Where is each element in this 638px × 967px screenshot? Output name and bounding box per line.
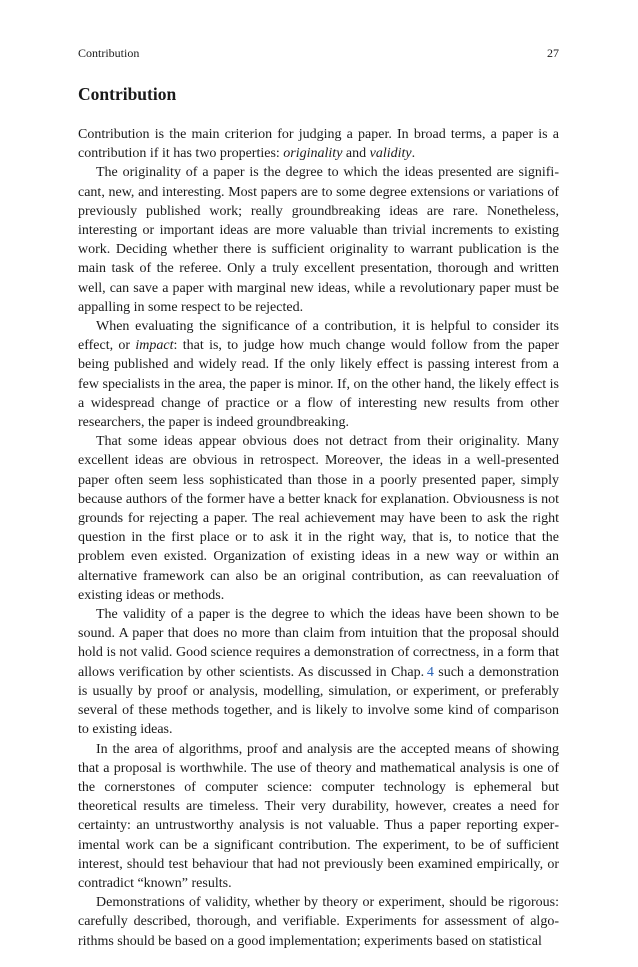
page [78, 46, 559, 951]
paragraph-5-text-b: such a demonstration is usually by proof or analysis, modelling, simulation, or experiment, or preferably several of these methods together, and is likely to involve some kind of comparison to existing ideas. [78, 664, 559, 738]
paragraph-1-text-c: . [411, 146, 416, 162]
paragraph-7: Demonstrations of validity, whether by theory or experiment, should be rigorous: carefully described, thorough, and verifiable. Experiments for assessment of algorithms should be based on a good implementation; experiments based on statistical [78, 895, 559, 949]
chapter-4-link[interactable]: 4 [426, 664, 434, 680]
section-title: Contribution [78, 84, 177, 104]
term-originality: originality [283, 146, 343, 162]
paragraph-1 [78, 125, 559, 163]
term-validity: validity [369, 146, 412, 162]
page-number: 27 [547, 46, 559, 60]
running-title: Contribution [78, 46, 140, 60]
term-impact: impact [135, 338, 174, 354]
paragraph-1-text-a: Contribution is the main criterion for judging a paper. In broad terms, a paper is a contribution if it has two properties: [78, 127, 559, 162]
paragraph-2: The originality of a paper is the degree to which the ideas presented are significant, new, and interesting. Most papers are to some degree extensions or variations of previously published work; really groundbreaking ideas are rare. Nonetheless, interesting or important ideas are more valuable than trivial increments to existing work. Deciding whether there is sufficient originality to warrant publication is the main task of the referee. Only a truly excellent presentation, thorough and written well, can save a paper with marginal new ideas, while a revolutionary paper must be appalling in some respect to be rejected. [78, 165, 559, 315]
paragraph-3-text-b: : that is, to judge how much change would follow from the paper being published and widely read. If the only likely effect is passing interest from a few specialists in the area, the paper is minor. If, on the other hand, the likely effect is a widespread change of practice or a flow of interesting new results from other researchers, the paper is indeed groundbreaking. [78, 338, 559, 431]
paragraph-5 [78, 605, 559, 739]
paragraph-5-text-a: The validity of a paper is the degree to which the ideas have been shown to be sound. A paper that does no more than claim from intuition that the proposal should hold is not valid. Good science requires a demonstration of correctness, in a form that allows verification by other scientists. As discussed in Chap. [78, 607, 559, 680]
paragraph-1-text-b: and [342, 146, 370, 162]
paragraph-3-text-a: When evaluating the significance of a contribution, it is helpful to consider its effect, or [78, 319, 559, 354]
paragraph-3 [78, 317, 559, 432]
paragraph-6: In the area of algorithms, proof and analysis are the accepted means of showing that a proposal is worthwhile. The use of theory and mathematical analysis is one of the cornerstones of computer science: computer technology is ephemeral but theoretical results are timeless. Their very durability, however, creates a need for certainty: an untrustworthy analysis is not valuable. Thus a paper reporting experimental work can be a significant contribution. The experiment, to be of sufficient interest, should test behaviour that had not previously been examined empirically, or contradict “known” results. [78, 741, 559, 891]
paragraph-4: That some ideas appear obvious does not detract from their originality. Many excellent ideas are obvious in retrospect. Moreover, the ideas in a well-presented paper often seem less sophisticated than those in a poorly presented paper, simply because authors of the former have a better knack for explanation. Obviousness is not grounds for rejecting a paper. The real achievement may have been to ask the right question in the first place or to ask it in the right way, that is, to notice that the problem even existed. Organization of existing ideas in a new way or within an alternative framework can also be an original contribution, as can reevaluation of existing ideas or methods. [78, 434, 559, 603]
running-head [78, 46, 559, 60]
body-text [78, 125, 559, 951]
